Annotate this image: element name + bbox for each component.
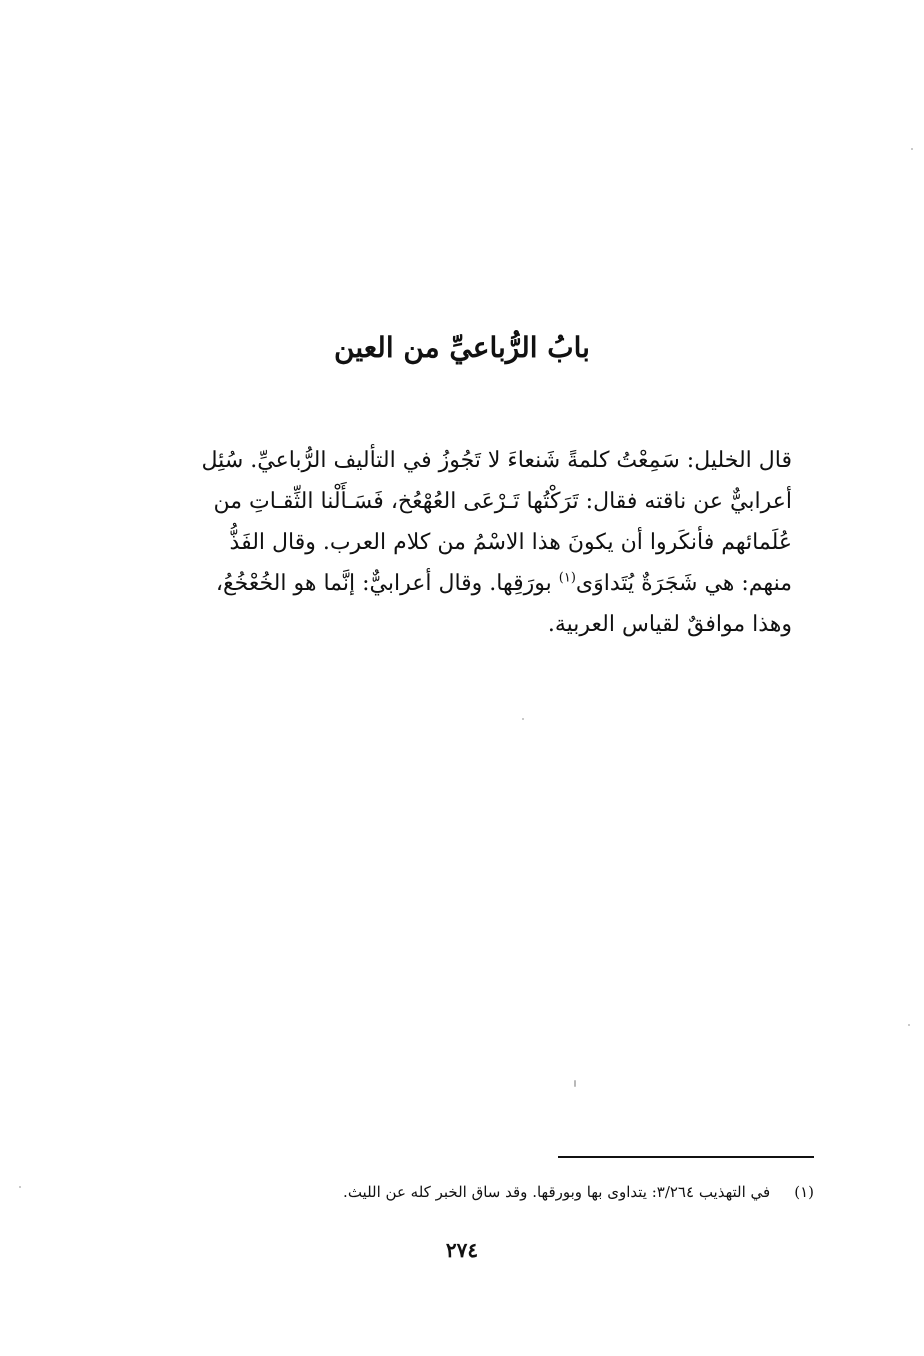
text-line: وهذا موافقٌ لقياس العربية. [547, 612, 792, 637]
text-line: عُلَمائهم فأنكَروا أن يكونَ هذا الاسْمُ من كلام العرب. وقال الفَذُّ [229, 530, 792, 555]
scan-speck [522, 718, 524, 720]
scan-speck [911, 148, 913, 150]
scan-speck [19, 1186, 21, 1188]
scan-speck [574, 1080, 576, 1087]
footnote-number: (١) [794, 1183, 814, 1201]
text-line: أعرابيٌّ عن ناقته فقال: تَرَكْتُها تَـرْعَى العُهْعُخ، فَسَـأَلْنا الثِّقـاتِ من [213, 489, 792, 514]
text-line: قال الخليل: سَمِعْتُ كلمةً شَنعاءَ لا تَجُوزُ في التأليف الرُّباعيِّ. سُئِل [201, 448, 792, 473]
chapter-title: بابُ الرُّباعيِّ من العين [334, 330, 590, 364]
text-line [132, 563, 792, 604]
text-segment: منهم: هي شَجَرَةٌ يُتَداوَى [575, 571, 792, 596]
main-text [132, 440, 792, 645]
footnote-divider [558, 1156, 814, 1158]
footnote [132, 1181, 814, 1203]
footnote-text: في التهذيب ٣/٢٦٤: يتداوى بها وبورقها. وقد ساق الخبر كله عن الليث. [343, 1183, 771, 1201]
footnote-reference[interactable]: (١) [558, 570, 576, 586]
page-number: ٢٧٤ [445, 1238, 479, 1262]
scan-speck [908, 1024, 910, 1026]
text-segment: بورَقِها. وقال أعرابيٌّ: إنَّما هو الخُعْخُعُ، [215, 571, 559, 596]
